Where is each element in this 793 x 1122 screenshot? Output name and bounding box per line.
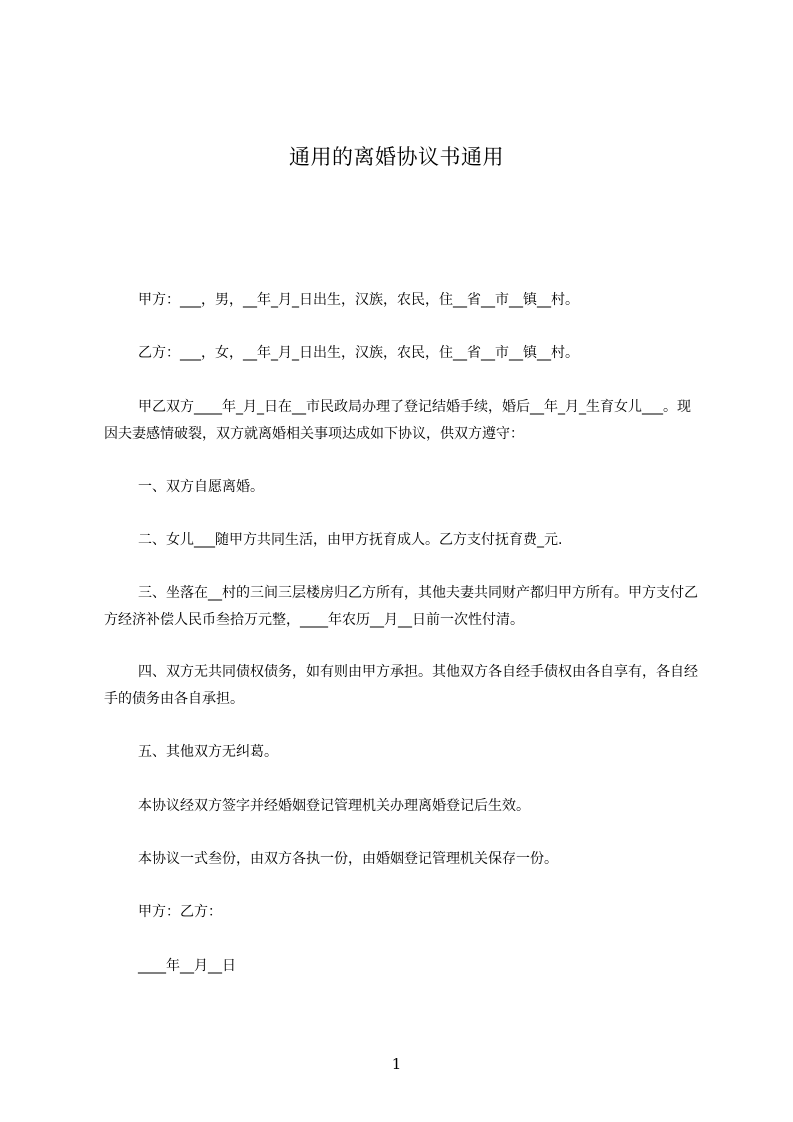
party-b-info: 乙方：___，女，__年_月_日出生，汉族，农民，住__省__市__镇__村。 xyxy=(138,345,579,361)
clause-5-no-disputes: 五、其他双方无纠葛。 xyxy=(138,744,278,760)
party-a-info: 甲方：___，男，__年_月_日出生，汉族，农民，住__省__市__镇__村。 xyxy=(138,292,579,308)
effectiveness-clause: 本协议经双方签字并经婚姻登记管理机关办理离婚登记后生效。 xyxy=(138,798,530,814)
page-number: 1 xyxy=(391,1055,402,1073)
clause-2-custody: 二、女儿___随甲方共同生活，由甲方抚育成人。乙方支付抚育费_元. xyxy=(138,532,563,548)
clause-3-property: 三、坐落在__村的三间三层楼房归乙方所有，其他夫妻共同财产都归甲方所有。甲方支付乙方经济补偿人民币叁拾万元整，____年农历__月__日前一次性付清。 xyxy=(104,585,698,628)
clause-4-debts: 四、双方无共同债权债务，如有则由甲方承担。其他双方各自经手债权由各自享有，各自经手的债务由各自承担。 xyxy=(104,664,698,707)
page-title: 通用的离婚协议书通用 xyxy=(289,145,504,169)
copies-clause: 本协议一式叁份，由双方各执一份，由婚姻登记管理机关保存一份。 xyxy=(138,851,558,867)
signature-line: 甲方：乙方： xyxy=(138,904,222,920)
marriage-background: 甲乙双方____年_月_日在__市民政局办理了登记结婚手续，婚后__年_月_生育女儿___。现因夫妻感情破裂，双方就离婚相关事项达成如下协议，供双方遵守： xyxy=(104,399,691,442)
date-line: ____年__月__日 xyxy=(138,958,236,974)
clause-1-divorce: 一、双方自愿离婚。 xyxy=(138,479,264,495)
